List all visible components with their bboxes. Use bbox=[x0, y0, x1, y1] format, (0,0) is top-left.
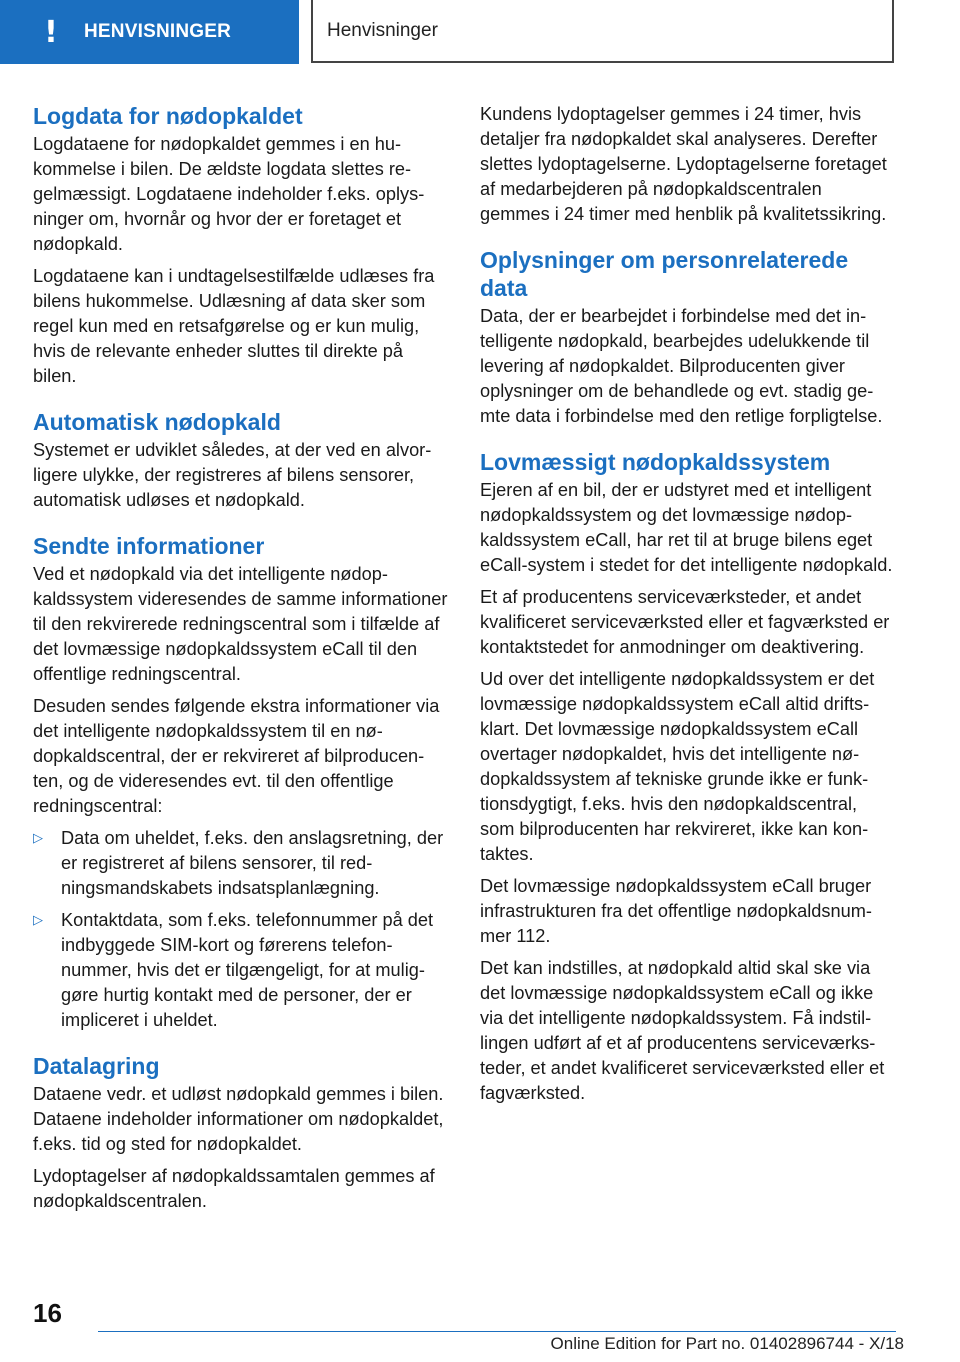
triangle-right-icon: ▷ bbox=[33, 913, 43, 928]
list-item bbox=[33, 826, 448, 901]
heading-oplysninger: Oplysninger om personrelaterede data bbox=[480, 247, 849, 301]
heading-automatisk: Automatisk nødopkald bbox=[33, 409, 281, 435]
bullet-list bbox=[33, 826, 448, 1033]
section-label: HENVISNINGER bbox=[84, 21, 232, 42]
paragraph: Systemet er udviklet således, at der ved en alvorligere ulykke, der registreres af bilens sensorer, automatisk udløses et nødopkald. bbox=[33, 440, 432, 510]
triangle-right-icon: ▷ bbox=[33, 831, 43, 846]
heading-logdata: Logdata for nødopkaldet bbox=[33, 103, 303, 129]
paragraph: Lydoptagelser af nødopkaldssamtalen gemmes af nødopkaldscentralen. bbox=[33, 1166, 435, 1211]
paragraph: Ud over det intelligente nødopkaldssystem er det lovmæssige nødopkaldssystem eCall altid driftsklart. Det lovmæssige nødopkaldssystem eCall overtager nødopkaldet, hvis det intelligente nødopkaldssystem af tekniske grunde ikke er funktionsdygtigt, f.eks. hvis den nødopkaldscentral, som bilproducenten har rekvireret, ikke kan kontaktes. bbox=[480, 669, 875, 864]
paragraph: Dataene vedr. et udløst nødopkald gemmes i bilen. Dataene indeholder informationer om nødopkaldet, f.eks. tid og sted for nødopkaldet. bbox=[33, 1084, 444, 1154]
heading-lovmaessigt: Lovmæssigt nødopkaldssystem bbox=[480, 449, 831, 475]
chapter-label: Henvisninger bbox=[327, 19, 438, 41]
list-item-text: Kontaktdata, som f.eks. telefonnummer på det indbyggede SIM-kort og førerens telefonnummer, hvis det er tilgængeligt, for at muliggøre hurtig kontakt med de personer, der er impliceret i uheldet. bbox=[61, 910, 434, 1030]
paragraph: Data, der er bearbejdet i forbindelse med det intelligente nødopkald, bearbejdes udelukkende til levering af nødopkaldet. Bilproducenten giver oplysninger om de behandlede og evt. stadig gemte data i forbindelse med den retlige forpligtelse. bbox=[480, 306, 883, 426]
list-item bbox=[33, 908, 448, 1033]
exclamation-icon: ! bbox=[44, 14, 58, 50]
paragraph: Det lovmæssige nødopkaldssystem eCall bruger infrastrukturen fra det offentlige nødopkaldsnummer 112. bbox=[480, 876, 872, 946]
paragraph: Det kan indstilles, at nødopkald altid skal ske via det lovmæssige nødopkaldssystem eCall og ikke via det intelligente nødopkaldssystem. Få indstillingen udført af et af producentens serviceværksteder, et andet kvalificeret serviceværksted eller et fagværksted. bbox=[480, 958, 885, 1103]
paragraph: Ved et nødopkald via det intelligente nødopkaldssystem videresendes de samme informationer til den rekvirerede redningscentral som i tilfælde af det lovmæssige nødopkaldssystem eCall til den offentlige redningscentral. bbox=[33, 564, 448, 684]
paragraph: Desuden sendes følgende ekstra informationer via det intelligente nødopkaldssystem til en nødopkaldscentral, der er rekvireret af bilproducenten, og de videresendes evt. til den offentlige redningscentral: bbox=[33, 696, 440, 816]
left-column bbox=[33, 102, 448, 1221]
page-number: 16 bbox=[33, 1298, 62, 1328]
right-column bbox=[480, 102, 895, 1113]
paragraph: Kundens lydoptagelser gemmes i 24 timer, hvis detaljer fra nødopkaldet skal analyseres. Derefter slettes lydoptagelserne. Lydoptagelserne foretaget af medarbejderen på nødopkaldscentralen gemmes i 24 timer med henblik på kvalitetssikring. bbox=[480, 104, 887, 224]
page-header bbox=[0, 0, 960, 66]
heading-sendte: Sendte informationer bbox=[33, 533, 265, 559]
paragraph: Et af producentens serviceværksteder, et andet kvalificeret serviceværksted eller et fagværksted er kontaktstedet for anmodninger om deaktivering. bbox=[480, 587, 890, 657]
heading-datalagring: Datalagring bbox=[33, 1053, 160, 1079]
chapter-tab bbox=[311, 0, 894, 63]
paragraph: Logdataene for nødopkaldet gemmes i en hukommelse i bilen. De ældste logdata slettes regelmæssigt. Logdataene indeholder f.eks. oplysninger om, hvornår og hvor der er foretaget et nødopkald. bbox=[33, 134, 425, 254]
paragraph: Ejeren af en bil, der er udstyret med et intelligent nødopkaldssystem og det lovmæssige nødopkaldssystem eCall, har ret til at bruge bilens eget eCall-system i stedet for det intelligente nødopkald. bbox=[480, 480, 893, 575]
footer-divider bbox=[98, 1331, 896, 1332]
edition-footer: Online Edition for Part no. 01402896744 - X/18 bbox=[550, 1334, 904, 1353]
list-item-text: Data om uheldet, f.eks. den anslagsretning, der er registreret af bilens sensorer, til redningsmandskabets indsatsplanlægning. bbox=[61, 828, 444, 898]
paragraph: Logdataene kan i undtagelsestilfælde udlæses fra bilens hukommelse. Udlæsning af data sker som regel kun med en retsafgørelse og er kun mulig, hvis de relevante enheder sluttes til direkte på bilen. bbox=[33, 266, 435, 386]
section-tab bbox=[0, 0, 299, 64]
